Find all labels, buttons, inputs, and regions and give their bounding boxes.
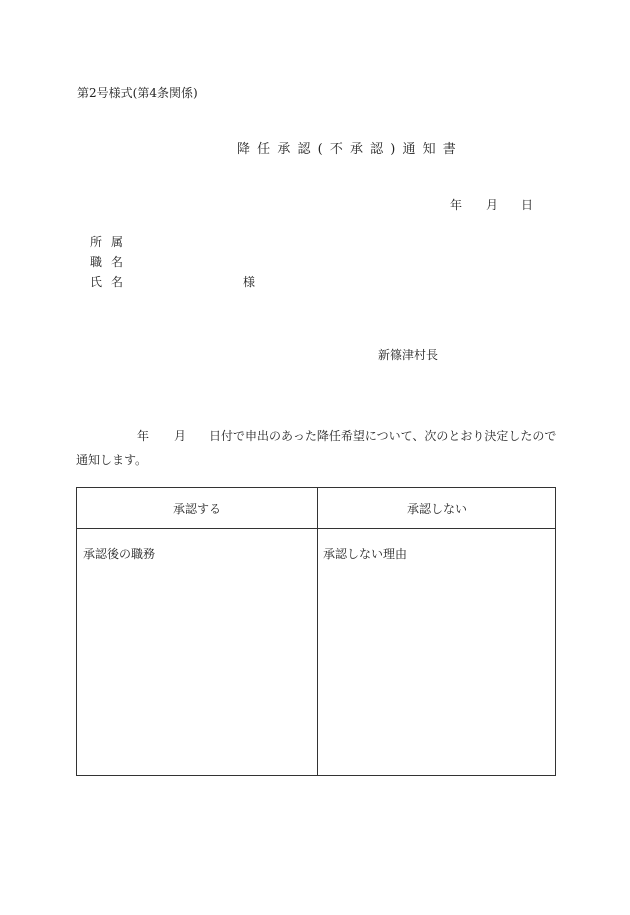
honorific-sama: 様 xyxy=(243,275,256,289)
affiliation-label: 所属 xyxy=(90,235,133,249)
body-year-label: 年 xyxy=(137,429,150,443)
issuer-name: 新篠津村長 xyxy=(378,348,439,362)
header-approve: 承認する xyxy=(172,501,221,516)
cell-post-approval-duties: 承認後の職務 xyxy=(83,547,156,561)
body-month-label: 月 xyxy=(174,429,187,443)
table-column-divider xyxy=(317,488,318,775)
date-year-label: 年 xyxy=(450,198,463,212)
table-row-divider xyxy=(77,528,555,529)
position-label: 職名 xyxy=(90,255,133,269)
date-month-label: 月 xyxy=(486,198,499,212)
document-title: 降任承認(不承認)通知書 xyxy=(237,142,463,157)
header-not-approve: 承認しない xyxy=(406,501,467,516)
cell-disapproval-reason: 承認しない理由 xyxy=(323,547,408,561)
body-text-line1: 日付で申出のあった降任希望について、次のとおり決定したので xyxy=(209,429,557,443)
name-label: 氏名 xyxy=(90,275,133,289)
decision-table xyxy=(76,487,556,776)
form-number: 第2号様式(第4条関係) xyxy=(77,86,198,100)
body-text-line2: 通知します。 xyxy=(76,453,148,467)
date-day-label: 日 xyxy=(521,198,534,212)
document-title-line xyxy=(0,143,630,156)
